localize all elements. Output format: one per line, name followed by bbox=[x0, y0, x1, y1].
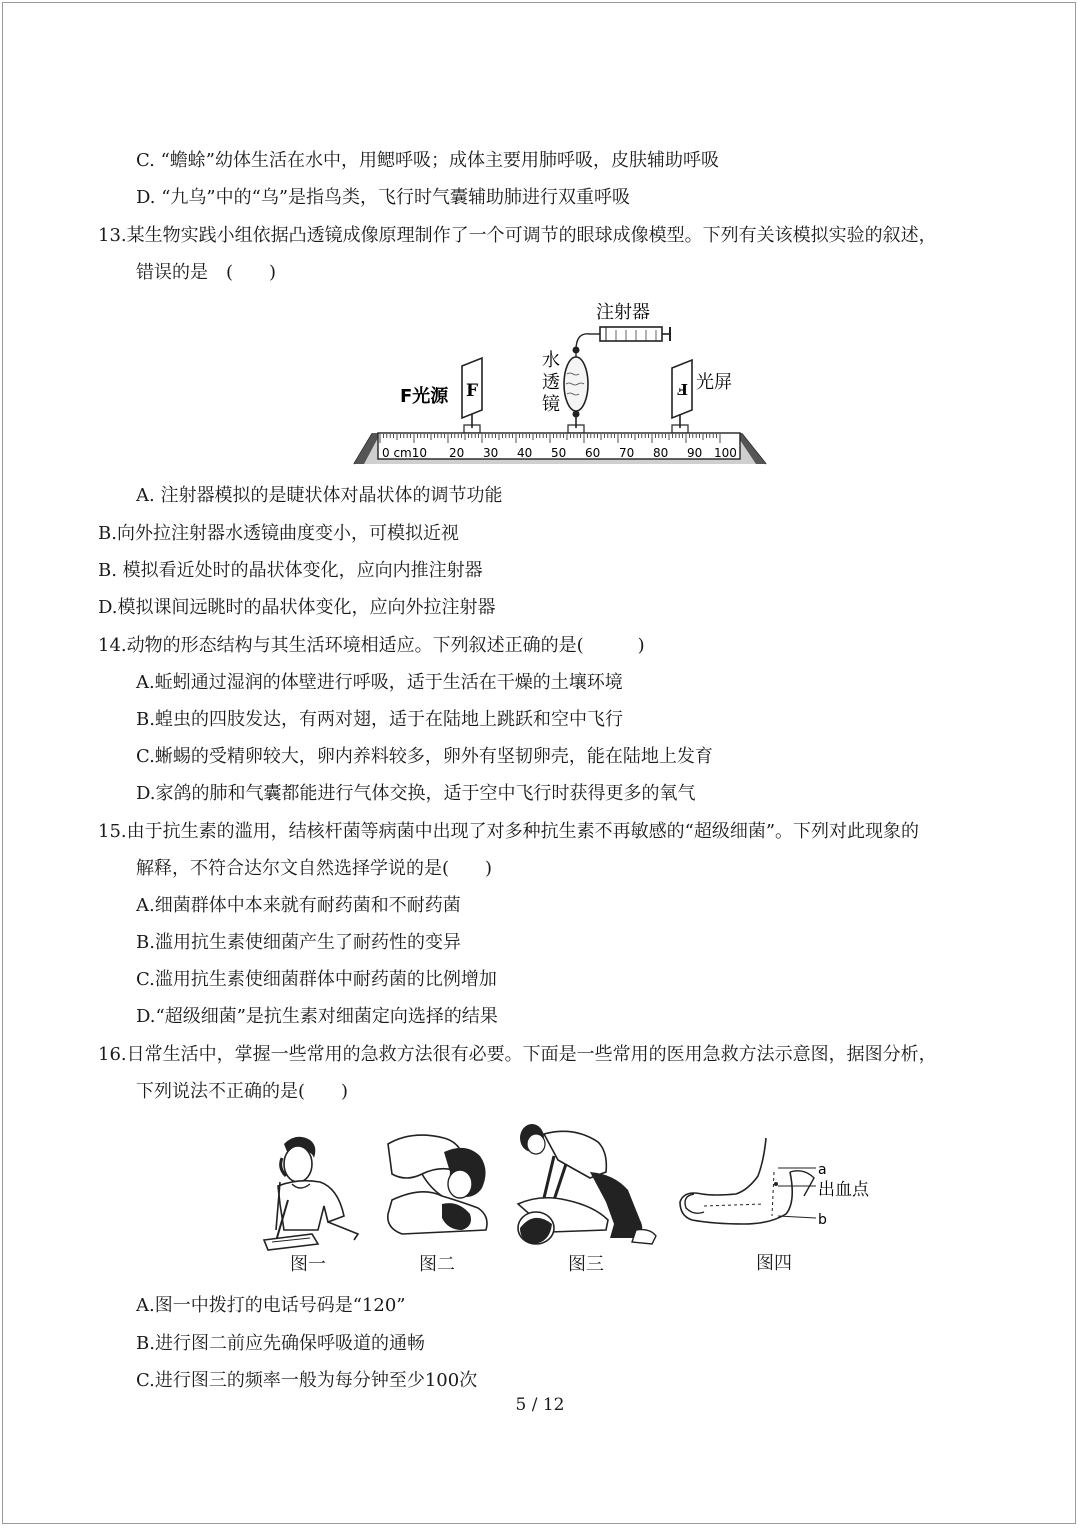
q15-option-d: D.“超级细菌”是抗生素对细菌定向选择的结果 bbox=[136, 1006, 498, 1027]
ruler-label-30: 30 bbox=[483, 446, 499, 460]
first-aid-figure-1 bbox=[258, 1130, 366, 1254]
q13-option-b: B.向外拉注射器水透镜曲度变小，可模拟近视 bbox=[98, 523, 459, 544]
q13-stem-answer: 错误的是 ( ) bbox=[136, 262, 277, 283]
screen-letter: F bbox=[677, 380, 688, 398]
q15-option-b: B.滥用抗生素使细菌产生了耐药性的变异 bbox=[136, 932, 461, 953]
q14-option-a: A.蚯蚓通过湿润的体壁进行呼吸，适于生活在干燥的土壤环境 bbox=[136, 672, 623, 693]
q15-stem-answer: 解释，不符合达尔文自然选择学说的是( ) bbox=[136, 858, 493, 879]
q13-stem: 13.某生物实践小组依据凸透镜成像原理制作了一个可调节的眼球成像模型。下列有关该模拟实验的叙述， bbox=[98, 225, 937, 246]
ruler-label-100: 100 bbox=[714, 446, 737, 460]
ruler-label-70: 70 bbox=[619, 446, 635, 460]
lens-label-3: 镜 bbox=[542, 394, 560, 415]
q15-stem: 15.由于抗生素的滥用，结核杆菌等病菌中出现了对多种抗生素不再敏感的“超级细菌”。下列对此现象的 bbox=[98, 821, 920, 842]
syringe bbox=[576, 327, 670, 350]
q14-option-d: D.家鸽的肺和气囊都能进行气体交换，适于空中飞行时获得更多的氧气 bbox=[136, 783, 696, 804]
ruler-label-60: 60 bbox=[585, 446, 601, 460]
q16-option-a: A.图一中拨打的电话号码是“120” bbox=[136, 1295, 406, 1316]
light-source-label: F光源 bbox=[400, 386, 449, 407]
ruler-label-90: 90 bbox=[687, 446, 703, 460]
water-lens bbox=[564, 347, 588, 434]
q13-option-b2: B. 模拟看近处时的晶状体变化，应向内推注射器 bbox=[98, 560, 483, 581]
syringe-label: 注射器 bbox=[596, 302, 650, 323]
q15-option-a: A.细菌群体中本来就有耐药菌和不耐药菌 bbox=[136, 895, 461, 916]
q16-option-c: C.进行图三的频率一般为每分钟至少100次 bbox=[136, 1370, 478, 1391]
q13-option-a: A. 注射器模拟的是睫状体对晶状体的调节功能 bbox=[136, 485, 503, 506]
ruler-label-80: 80 bbox=[653, 446, 669, 460]
figure-caption-2: 图二 bbox=[419, 1254, 455, 1275]
ruler-label-0: 0 cm10 bbox=[382, 446, 428, 460]
first-aid-figure-3 bbox=[510, 1120, 660, 1254]
lens-label-1: 水 bbox=[542, 350, 560, 371]
q14-option-c: C.蜥蜴的受精卵较大，卵内养料较多，卵外有坚韧卵壳，能在陆地上发育 bbox=[136, 746, 713, 767]
ruler-label-40: 40 bbox=[517, 446, 533, 460]
q16-stem: 16.日常生活中，掌握一些常用的急救方法很有必要。下面是一些常用的医用急救方法示意图，据图分析， bbox=[98, 1044, 937, 1065]
ruler-label-20: 20 bbox=[449, 446, 465, 460]
figure-caption-4: 图四 bbox=[756, 1253, 792, 1274]
screen-label: 光屏 bbox=[696, 372, 732, 393]
ruler-label-50: 50 bbox=[551, 446, 567, 460]
q13-option-d: D.模拟课间远眺时的晶状体变化，应向外拉注射器 bbox=[98, 597, 496, 618]
source-letter: F bbox=[466, 381, 479, 401]
q15-option-c: C.滥用抗生素使细菌群体中耐药菌的比例增加 bbox=[136, 969, 497, 990]
q12-option-c: C. “蟾蜍”幼体生活在水中，用鳃呼吸；成体主要用肺呼吸，皮肤辅助呼吸 bbox=[136, 150, 719, 171]
fig4-label-b: b bbox=[818, 1212, 827, 1228]
figure-caption-1: 图一 bbox=[290, 1254, 326, 1275]
q16-option-b: B.进行图二前应先确保呼吸道的通畅 bbox=[136, 1333, 425, 1354]
q14-option-b: B.蝗虫的四肢发达，有两对翅，适于在陆地上跳跃和空中飞行 bbox=[136, 709, 623, 730]
q12-option-d: D. “九乌”中的“乌”是指鸟类，飞行时气囊辅助肺进行双重呼吸 bbox=[136, 187, 631, 208]
first-aid-figure-2 bbox=[382, 1130, 494, 1254]
first-aid-figure-4 bbox=[674, 1132, 874, 1252]
lens-label-2: 透 bbox=[542, 372, 560, 393]
fig4-label-bleed: 出血点 bbox=[818, 1180, 869, 1200]
figure-caption-3: 图三 bbox=[568, 1254, 604, 1275]
q14-stem: 14.动物的形态结构与其生活环境相适应。下列叙述正确的是( ) bbox=[98, 635, 645, 656]
fig4-label-a: a bbox=[818, 1162, 827, 1178]
eye-model-figure bbox=[350, 294, 770, 470]
page-number: 5 / 12 bbox=[515, 1395, 565, 1415]
q16-stem-answer: 下列说法不正确的是( ) bbox=[136, 1081, 349, 1102]
